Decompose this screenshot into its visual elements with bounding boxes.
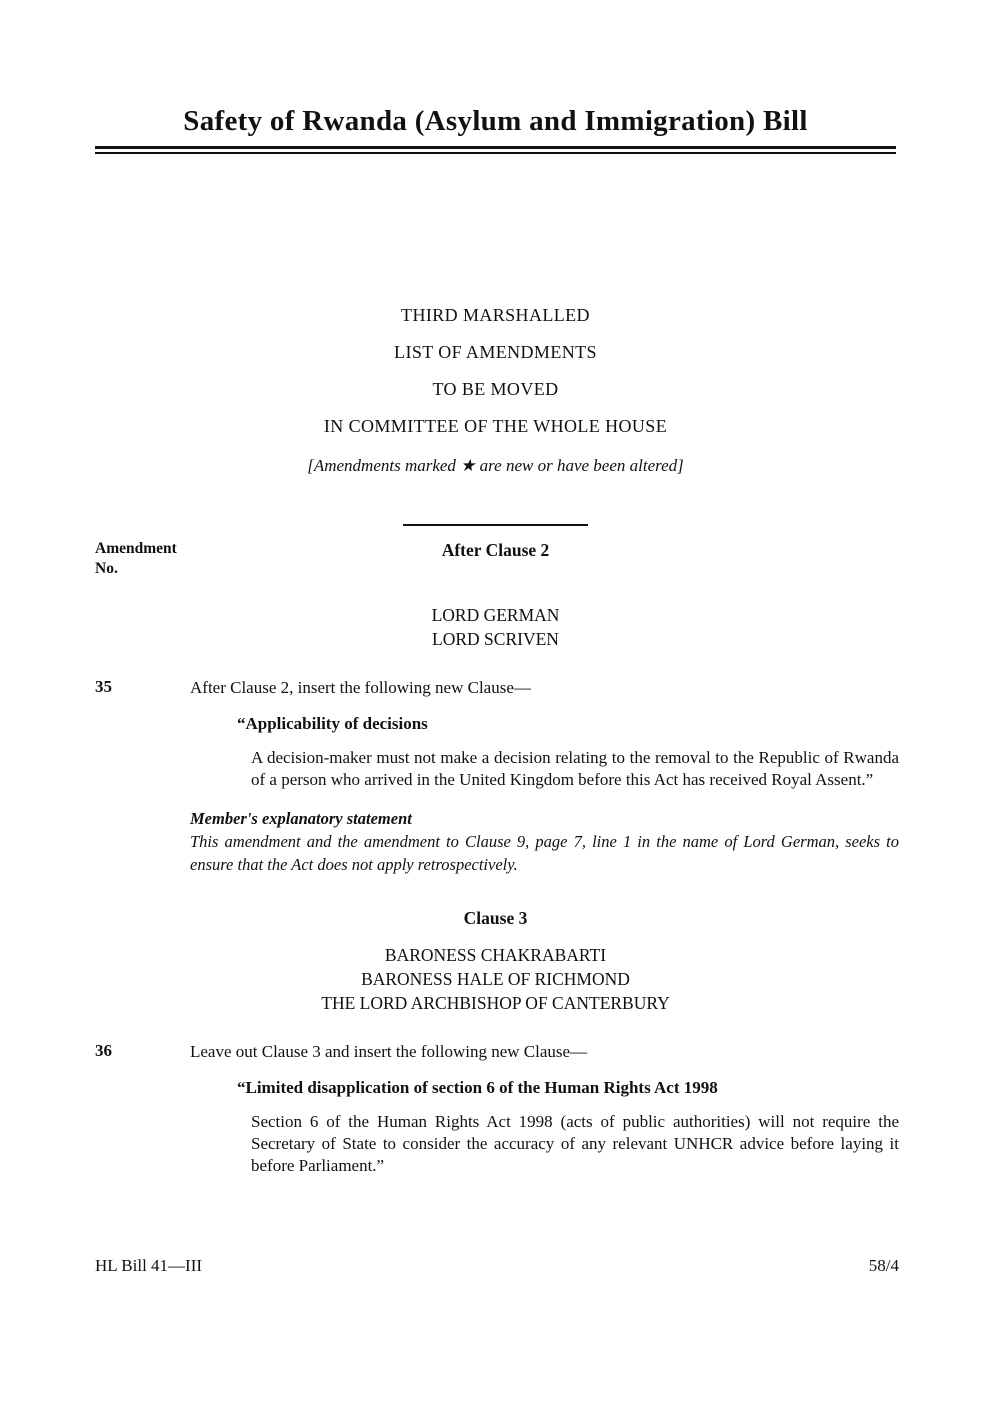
sponsor-list-after-clause-2 <box>0 603 991 651</box>
starred-amendments-notice: [Amendments marked ★ are new or have been altered] <box>307 456 684 475</box>
amendment-number: 35 <box>95 677 112 696</box>
page-footer <box>95 1256 899 1276</box>
amendment-body <box>190 1041 899 1177</box>
sponsor-name: THE LORD ARCHBISHOP OF CANTERBURY <box>321 993 670 1013</box>
page-title: Safety of Rwanda (Asylum and Immigration) Bill <box>183 105 808 137</box>
sponsor-name: LORD GERMAN <box>431 605 560 625</box>
new-clause-text: A decision-maker must not make a decision relating to the removal to the Republic of Rwanda of a person who arrived in the United Kingdom before this Act has received Royal Assent.” <box>251 748 899 789</box>
title-double-rule <box>95 146 896 154</box>
amendment-instruction: After Clause 2, insert the following new Clause— <box>190 678 531 697</box>
group-heading-after-clause-2: After Clause 2 <box>441 540 550 560</box>
print-code: 58/4 <box>868 1256 899 1275</box>
heading-list-of-amendments: LIST OF AMENDMENTS <box>394 342 597 362</box>
new-clause-text: Section 6 of the Human Rights Act 1998 (acts of public authorities) will not require the Secretary of State to consider the accuracy of any relevant UNHCR advice before laying it before Parliament.” <box>251 1112 899 1175</box>
new-clause-title: “Applicability of decisions <box>237 714 428 733</box>
amendment-column-header <box>0 539 991 585</box>
heading-third-marshalled: THIRD MARSHALLED <box>401 305 590 325</box>
explanatory-statement-text: This amendment and the amendment to Clause 9, page 7, line 1 in the name of Lord German, seeks to ensure that the Act does not apply retrospectively. <box>190 832 899 874</box>
explanatory-statement <box>190 807 899 876</box>
sponsor-name: BARONESS CHAKRABARTI <box>384 945 607 965</box>
section-divider-rule <box>403 524 588 526</box>
amendment-35 <box>0 677 991 791</box>
sponsor-name: BARONESS HALE OF RICHMOND <box>361 969 630 989</box>
amendment-36 <box>0 1041 991 1177</box>
group-heading-clause-3: Clause 3 <box>463 908 528 928</box>
heading-to-be-moved: TO BE MOVED <box>432 379 559 399</box>
new-clause-title: “Limited disapplication of section 6 of the Human Rights Act 1998 <box>237 1078 718 1097</box>
amendment-no-column-label: Amendment No. <box>95 540 177 577</box>
amendment-body <box>190 677 899 791</box>
heading-committee-whole-house: IN COMMITTEE OF THE WHOLE HOUSE <box>323 416 668 436</box>
amendment-number: 36 <box>95 1041 112 1060</box>
sponsor-list-clause-3 <box>0 943 991 1015</box>
explanatory-statement-heading: Member's explanatory statement <box>190 809 412 828</box>
bill-reference: HL Bill 41—III <box>95 1256 203 1275</box>
marshalled-list-headings <box>0 297 991 445</box>
amendment-instruction: Leave out Clause 3 and insert the following new Clause— <box>190 1042 588 1061</box>
sponsor-name: LORD SCRIVEN <box>432 629 559 649</box>
